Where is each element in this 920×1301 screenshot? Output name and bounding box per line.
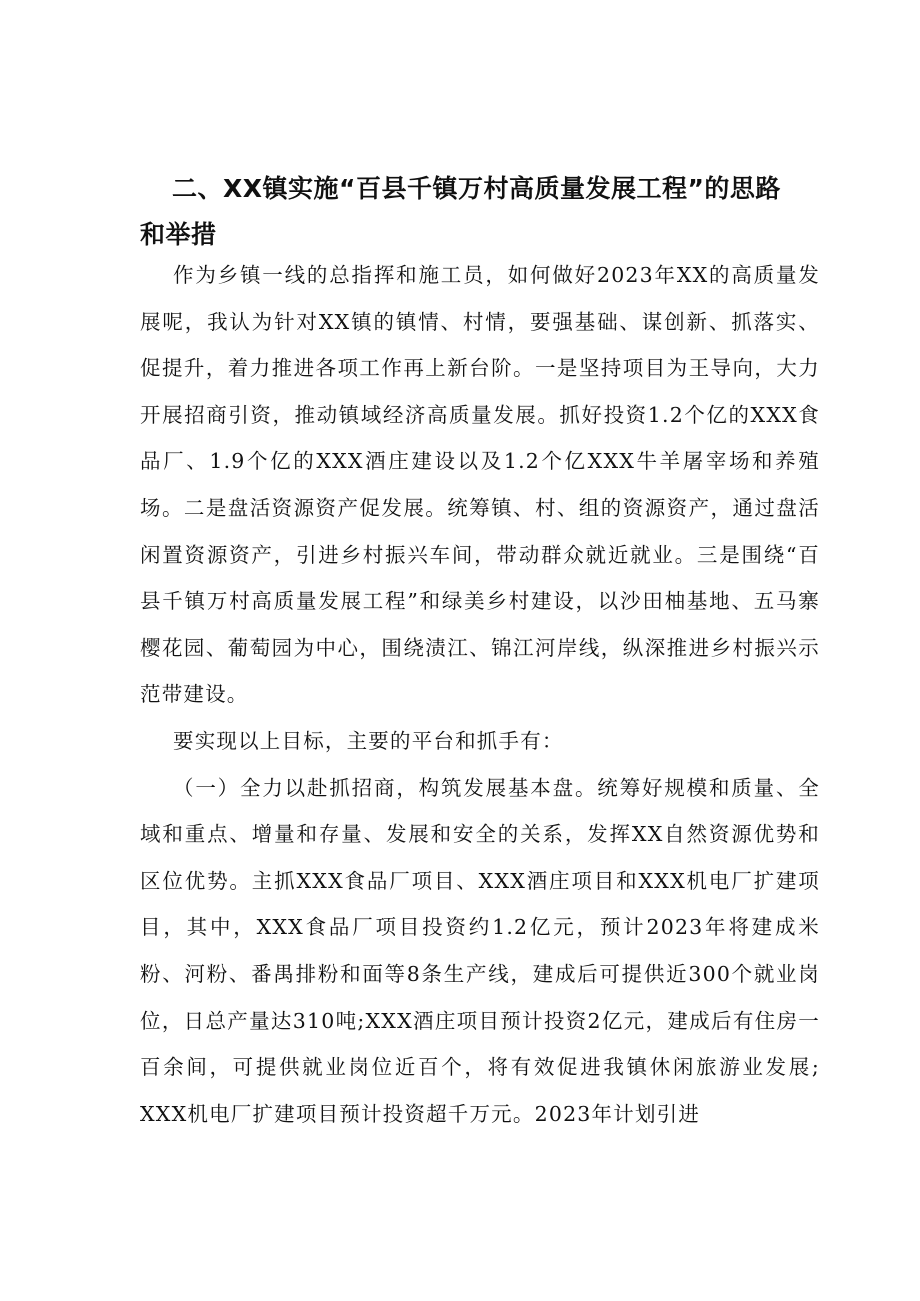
body-paragraph-intro: 作为乡镇一线的总指挥和施工员，如何做好2023年XX的高质量发展呢，我认为针对XX镇的镇情、村情，要强基础、谋创新、抓落实、促提升，着力推进各项工作再上新台阶。一是坚持项目为王导向，大力开展招商引资，推动镇域经济高质量发展。抓好投资1.2个亿的XXX食品厂、1.9个亿的XXX酒庄建设以及1.2个亿XXX牛羊屠宰场和养殖场。二是盘活资源资产促发展。统筹镇、村、组的资源资产，通过盘活闲置资源资产，引进乡村振兴车间，带动群众就近就业。三是围绕“百县千镇万村高质量发展工程”和绿美乡村建设，以沙田柚基地、五马寨樱花园、葡萄园为中心，围绕渍江、锦江河岸线，纵深推进乡村振兴示范带建设。 <box>140 263 820 707</box>
body-paragraph-goals: 要实现以上目标，主要的平台和抓手有： <box>173 728 564 753</box>
body-paragraph-investment: （一）全力以赴抓招商，构筑发展基本盘。统筹好规模和质量、全域和重点、增量和存量、发展和安全的关系，发挥XX自然资源优势和区位优势。主抓XXX食品厂项目、XXX酒庄项目和XXX机电厂扩建项目，其中，XXX食品厂项目投资约1.2亿元，预计2023年将建成米粉、河粉、番禺排粉和面等8条生产线，建成后可提供近300个就业岗位，日总产量达310吨;XXX酒庄项目预计投资2亿元，建成后有住房一百余间，可提供就业岗位近百个，将有效促进我镇休闲旅游业发展; XXX机电厂扩建项目预计投资超千万元。2023年计划引进 <box>140 775 820 1126</box>
document-body <box>140 252 820 1137</box>
section-heading: 二、XX镇实施“百县千镇万村高质量发展工程”的思路和举措 <box>140 174 781 249</box>
